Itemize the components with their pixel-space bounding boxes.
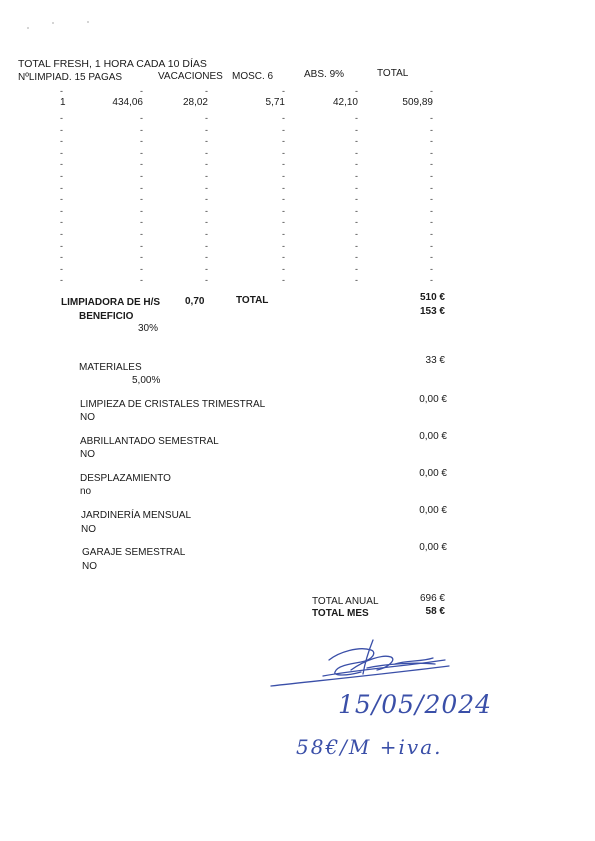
table-cell-empty: - xyxy=(282,182,285,193)
column-header-total: TOTAL xyxy=(377,68,409,79)
table-cell-empty: - xyxy=(205,147,208,158)
table-cell-empty: - xyxy=(430,205,433,216)
rate-label: LIMPIADORA DE H/S xyxy=(61,297,161,308)
item-label-materials: MATERIALES xyxy=(79,362,142,373)
table-cell-empty: - xyxy=(355,159,358,170)
table-cell-empty: - xyxy=(140,171,143,181)
table-cell-empty: - xyxy=(60,252,63,263)
table-cell-empty: - xyxy=(140,86,143,96)
table-cell-empty: - xyxy=(430,263,433,274)
table-cell-empty: - xyxy=(430,86,433,96)
table-cell-empty: - xyxy=(140,252,143,263)
table-cell-empty: - xyxy=(355,86,358,96)
table-cell-empty: - xyxy=(355,240,358,251)
table-cell-empty: - xyxy=(282,147,285,158)
table-cell-empty: - xyxy=(430,217,433,228)
item-label-travel: DESPLAZAMIENTO xyxy=(80,473,171,484)
table-cell-empty: - xyxy=(205,182,208,193)
item-amount-garage: 0,00 € xyxy=(419,542,447,553)
table-cell-empty: - xyxy=(282,113,285,123)
table-cell-empty: - xyxy=(430,124,433,135)
column-header-vacations: VACACIONES xyxy=(158,71,223,82)
table-cell-empty: - xyxy=(205,113,208,123)
table-cell-empty: - xyxy=(60,171,63,181)
table-cell-total: 509,89 xyxy=(402,97,433,108)
table-cell-empty: - xyxy=(430,240,433,251)
table-cell-empty: - xyxy=(60,136,63,147)
table-cell-empty: - xyxy=(355,124,358,135)
annual-total-label: TOTAL ANUAL xyxy=(312,596,379,607)
handwritten-date: 15/05/2024 xyxy=(338,690,493,719)
table-cell-empty: - xyxy=(282,217,285,228)
table-cell-empty: - xyxy=(430,229,433,239)
column-header-abs: ABS. 9% xyxy=(304,69,345,80)
table-cell-empty: - xyxy=(355,252,358,263)
table-cell-empty: - xyxy=(140,124,143,135)
table-cell-empty: - xyxy=(140,263,143,274)
table-cell-empty: - xyxy=(282,240,285,251)
item-amount-polishing: 0,00 € xyxy=(419,431,447,442)
item-value-materials: 5,00% xyxy=(132,375,161,386)
table-cell-empty: - xyxy=(60,275,63,286)
table-cell-empty: - xyxy=(282,275,285,286)
table-cell-empty: - xyxy=(205,124,208,135)
benefit-percent: 30% xyxy=(138,323,159,334)
table-cell-empty: - xyxy=(205,217,208,228)
table-cell-empty: - xyxy=(60,86,63,96)
monthly-total-value: 58 € xyxy=(425,606,445,617)
table-cell-empty: - xyxy=(140,240,143,251)
item-amount-travel: 0,00 € xyxy=(419,468,447,479)
table-cell-empty: - xyxy=(140,194,143,205)
table-cell-empty: - xyxy=(205,171,208,181)
document-title: TOTAL FRESH, 1 HORA CADA 10 DÍAS xyxy=(18,58,207,70)
table-cell-empty: - xyxy=(355,275,358,286)
table-cell-empty: - xyxy=(205,263,208,274)
table-cell-empty: - xyxy=(430,182,433,193)
table-cell-empty: - xyxy=(140,217,143,228)
monthly-total-label: TOTAL MES xyxy=(312,608,369,619)
table-cell-empty: - xyxy=(60,124,63,135)
table-cell-empty: - xyxy=(282,86,285,96)
table-cell-empty: - xyxy=(430,136,433,147)
column-header-cleanings: NºLIMPIAD. 15 PAGAS xyxy=(18,72,123,83)
table-cell-abs: 42,10 xyxy=(332,97,358,108)
table-cell-empty: - xyxy=(205,86,208,96)
item-value-travel: no xyxy=(80,486,92,497)
table-cell-empty: - xyxy=(140,136,143,147)
item-label-garage: GARAJE SEMESTRAL xyxy=(82,547,186,558)
table-cell-empty: - xyxy=(282,229,285,239)
table-cell-empty: - xyxy=(282,159,285,170)
table-cell-empty: - xyxy=(205,194,208,205)
table-cell-empty: - xyxy=(60,263,63,274)
table-cell-empty: - xyxy=(140,229,143,239)
item-amount-gardening: 0,00 € xyxy=(419,505,447,516)
table-cell-empty: - xyxy=(282,171,285,181)
table-cell-empty: - xyxy=(430,159,433,170)
table-cell-empty: - xyxy=(60,182,63,193)
item-value-windows: NO xyxy=(80,412,95,423)
table-cell-empty: - xyxy=(282,205,285,216)
item-label-gardening: JARDINERÍA MENSUAL xyxy=(81,510,192,521)
item-value-garage: NO xyxy=(82,561,97,572)
table-cell-empty: - xyxy=(205,159,208,170)
table-cell-empty: - xyxy=(355,263,358,274)
table-cell-empty: - xyxy=(205,229,208,239)
table-cell-empty: - xyxy=(355,217,358,228)
table-cell-base: 434,06 xyxy=(112,97,143,108)
column-header-mosc: MOSC. 6 xyxy=(232,71,274,82)
table-cell-empty: - xyxy=(60,194,63,205)
table-cell-empty: - xyxy=(205,240,208,251)
table-cell-empty: - xyxy=(430,275,433,286)
summary-total-value: 510 € xyxy=(419,292,445,303)
table-cell-vacations: 28,02 xyxy=(182,97,208,108)
table-cell-empty: - xyxy=(282,194,285,205)
table-cell-empty: - xyxy=(140,147,143,158)
table-cell-empty: - xyxy=(355,182,358,193)
table-cell-empty: - xyxy=(140,205,143,216)
table-cell-empty: - xyxy=(282,252,285,263)
table-cell-empty: - xyxy=(355,205,358,216)
table-cell-empty: - xyxy=(60,217,63,228)
summary-total-label: TOTAL xyxy=(236,295,269,306)
table-cell-empty: - xyxy=(60,240,63,251)
item-value-polishing: NO xyxy=(80,449,95,460)
table-cell-empty: - xyxy=(140,113,143,123)
table-cell-empty: - xyxy=(60,205,63,216)
item-amount-windows: 0,00 € xyxy=(419,394,447,405)
table-cell-empty: - xyxy=(282,263,285,274)
table-cell-empty: - xyxy=(355,136,358,147)
table-cell-empty: - xyxy=(355,147,358,158)
annual-total-value: 696 € xyxy=(419,593,445,604)
table-cell-empty: - xyxy=(430,147,433,158)
table-cell-empty: - xyxy=(60,147,63,158)
table-cell-empty: - xyxy=(430,252,433,263)
table-cell-empty: - xyxy=(282,124,285,135)
benefit-value: 153 € xyxy=(419,306,445,317)
table-cell-empty: - xyxy=(355,229,358,239)
handwritten-note: 58€/M +iva. xyxy=(296,735,443,759)
table-cell-empty: - xyxy=(60,229,63,239)
table-cell-empty: - xyxy=(355,194,358,205)
table-cell-empty: - xyxy=(140,182,143,193)
benefit-label: BENEFICIO xyxy=(79,311,134,322)
table-cell-mosc: 5,71 xyxy=(265,97,285,108)
rate-value: 0,70 xyxy=(185,296,205,307)
table-cell-empty: - xyxy=(140,275,143,286)
item-amount-materials: 33 € xyxy=(425,355,445,366)
table-cell-empty: - xyxy=(430,171,433,181)
table-cell-empty: - xyxy=(282,136,285,147)
item-label-windows: LIMPIEZA DE CRISTALES TRIMESTRAL xyxy=(80,399,266,410)
item-value-gardening: NO xyxy=(81,524,96,535)
item-label-polishing: ABRILLANTADO SEMESTRAL xyxy=(80,436,219,447)
table-cell-cleanings: 1 xyxy=(60,97,66,108)
table-cell-empty: - xyxy=(60,113,63,123)
table-cell-empty: - xyxy=(205,205,208,216)
table-cell-empty: - xyxy=(60,159,63,170)
table-cell-empty: - xyxy=(205,275,208,286)
table-cell-empty: - xyxy=(430,113,433,123)
table-cell-empty: - xyxy=(140,159,143,170)
table-cell-empty: - xyxy=(205,252,208,263)
table-cell-empty: - xyxy=(205,136,208,147)
table-cell-empty: - xyxy=(355,171,358,181)
table-cell-empty: - xyxy=(430,194,433,205)
table-cell-empty: - xyxy=(355,113,358,123)
